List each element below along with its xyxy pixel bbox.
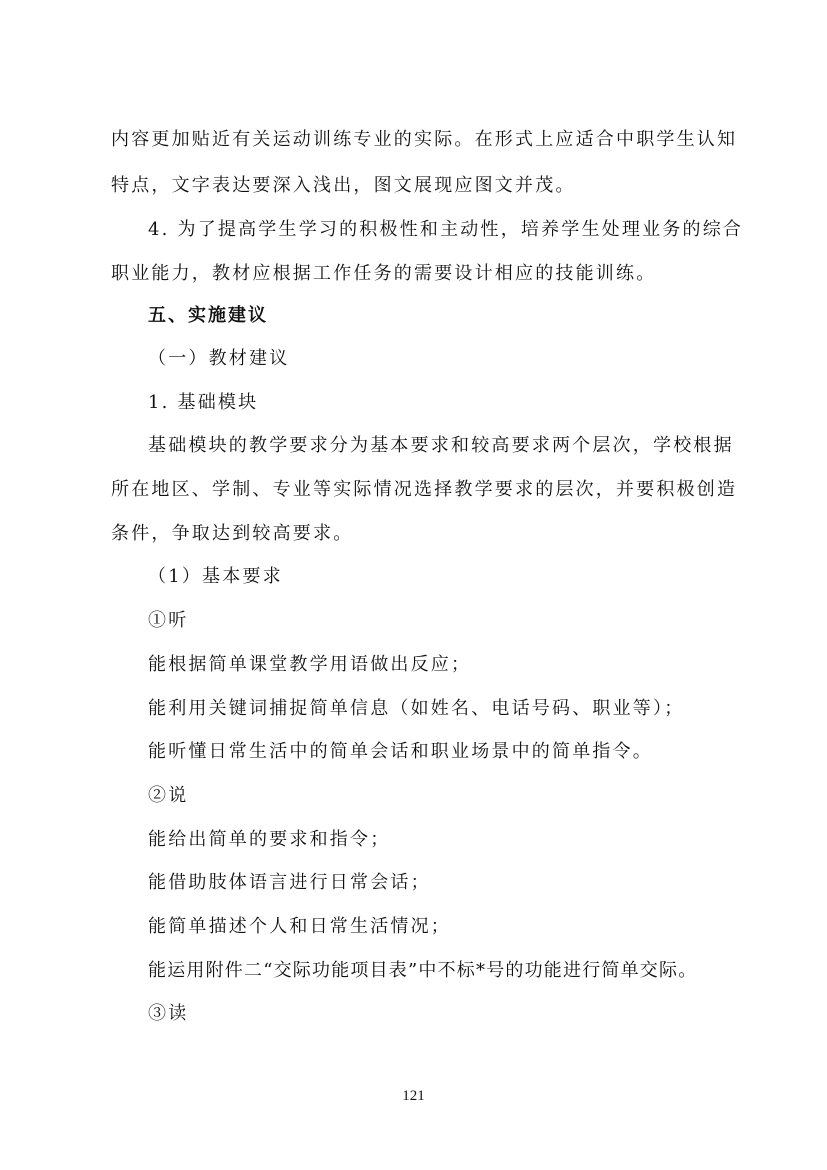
requirement-line: 能利用关键词捕捉简单信息（如姓名、电话号码、职业等）； xyxy=(148,698,685,719)
paragraph-line: 条件，争取达到较高要求。 xyxy=(111,523,354,544)
requirement-line: 能运用附件二“交际功能项目表”中不标*号的功能进行简单交际。 xyxy=(148,960,698,981)
subitem-heading: （1）基本要求 xyxy=(148,566,283,587)
paragraph-line: 内容更加贴近有关运动训练专业的实际。在形式上应适合中职学生认知 xyxy=(111,129,738,150)
paragraph-line: 4. 为了提高学生学习的积极性和主动性，培养学生处理业务的综合 xyxy=(148,219,744,240)
skill-heading: ③读 xyxy=(148,1003,189,1024)
requirement-line: 能给出简单的要求和指令； xyxy=(148,829,391,850)
requirement-line: 能听懂日常生活中的简单会话和职业场景中的简单指令。 xyxy=(148,741,653,762)
requirement-line: 能借助肢体语言进行日常会话； xyxy=(148,872,431,893)
skill-heading: ②说 xyxy=(148,785,189,806)
page-number: 121 xyxy=(402,1088,425,1104)
paragraph-line: 职业能力，教材应根据工作任务的需要设计相应的技能训练。 xyxy=(111,263,657,284)
paragraph-line: 特点，文字表达要深入浅出，图文展现应图文并茂。 xyxy=(111,175,576,196)
requirement-line: 能简单描述个人和日常生活情况； xyxy=(148,916,451,937)
requirement-line: 能根据简单课堂教学用语做出反应； xyxy=(148,654,472,675)
item-heading: 1. 基础模块 xyxy=(148,392,259,413)
section-heading: 五、实施建议 xyxy=(148,305,268,326)
subsection-heading: （一）教材建议 xyxy=(148,348,290,369)
paragraph-line: 所在地区、学制、专业等实际情况选择教学要求的层次，并要积极创造 xyxy=(111,479,738,500)
skill-heading: ①听 xyxy=(148,610,189,631)
paragraph-line: 基础模块的教学要求分为基本要求和较高要求两个层次，学校根据 xyxy=(148,435,734,456)
